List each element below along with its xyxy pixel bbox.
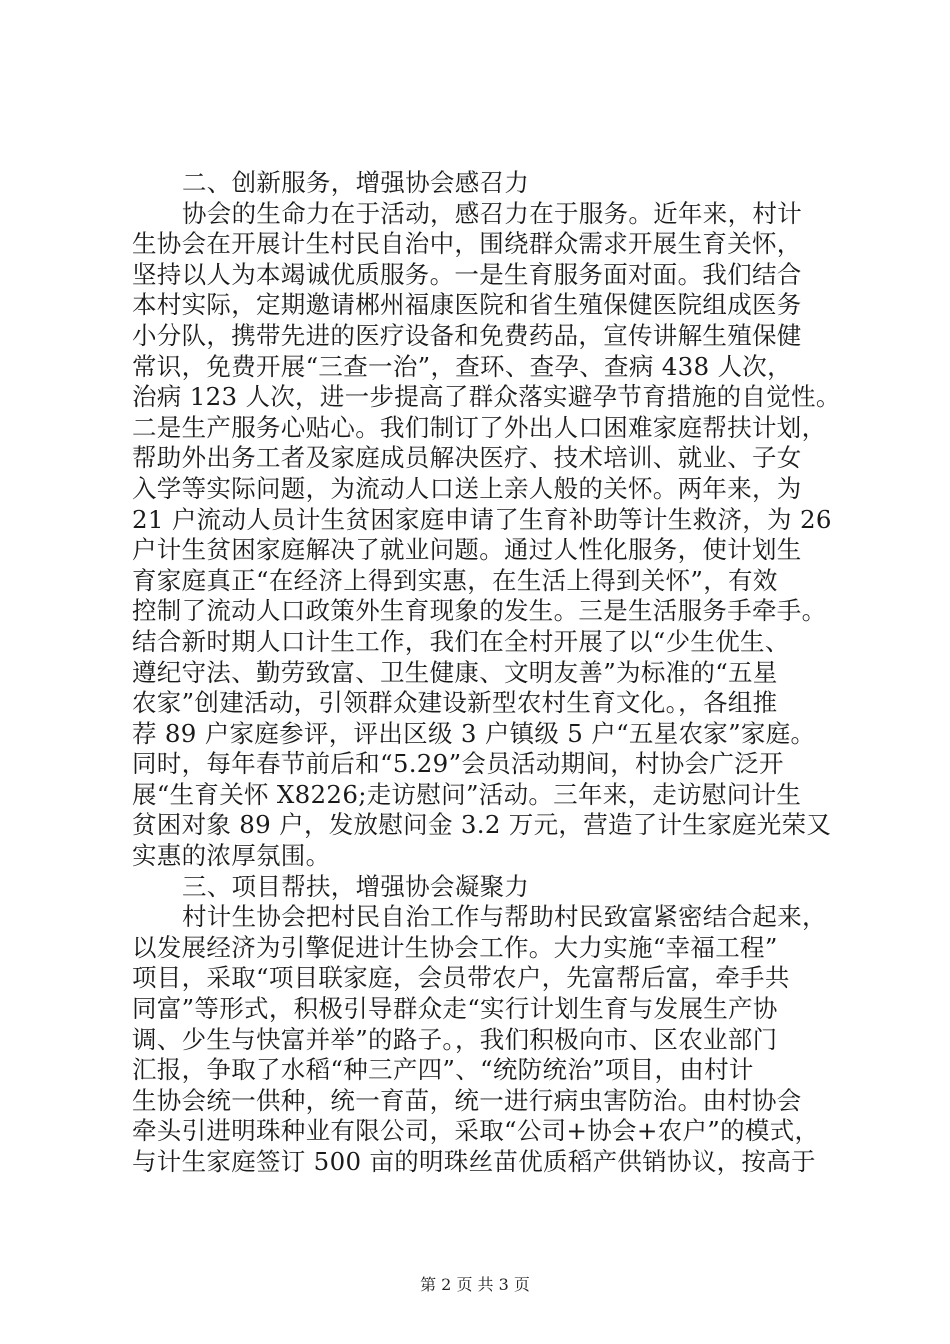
paragraph-line: 生协会在开展计生村民自治中，围绕群众需求开展生育关怀， xyxy=(132,229,802,259)
paragraph-line: 调、少生与快富并举”的路子。，我们积极向市、区农业部门 xyxy=(132,1024,778,1054)
paragraph-line: 二是生产服务心贴心。我们制订了外出人口困难家庭帮扶计划， xyxy=(132,412,827,442)
paragraph-line: 生协会统一供种，统一育苗，统一进行病虫害防治。由村协会 xyxy=(132,1085,802,1115)
paragraph-line: 汇报，争取了水稻“种三产四”、“统防统治”项目，由村计 xyxy=(132,1055,754,1085)
paragraph-line: 荐 89 户家庭参评，评出区级 3 户镇级 5 户“五星农家”家庭。 xyxy=(132,718,816,748)
paragraph-line: 遵纪守法、勤劳致富、卫生健康、文明友善”为标准的“五星 xyxy=(132,657,778,687)
paragraph-line: 21 户流动人员计生贫困家庭申请了生育补助等计生救济，为 26 xyxy=(132,504,832,534)
section-heading: 三、项目帮扶，增强协会凝聚力 xyxy=(182,871,530,901)
paragraph-line: 农家”创建活动，引领群众建设新型农村生育文化。，各组推 xyxy=(132,688,778,718)
paragraph-line: 协会的生命力在于活动，感召力在于服务。近年来，村计 xyxy=(182,198,802,228)
paragraph-line: 本村实际，定期邀请郴州福康医院和省生殖保健医院组成医务 xyxy=(132,290,802,320)
paragraph-line: 户计生贫困家庭解决了就业问题。通过人性化服务，使计划生 xyxy=(132,535,802,565)
paragraph-line: 控制了流动人口政策外生育现象的发生。三是生活服务手牵手。 xyxy=(132,596,827,626)
paragraph-line: 实惠的浓厚氛围。 xyxy=(132,841,331,871)
section-heading: 二、创新服务，增强协会感召力 xyxy=(182,168,530,197)
paragraph-line: 坚持以人为本竭诚优质服务。一是生育服务面对面。我们结合 xyxy=(132,259,802,289)
document-body xyxy=(132,168,841,1178)
paragraph-line: 贫困对象 89 户，发放慰问金 3.2 万元，营造了计生家庭光荣又 xyxy=(132,810,832,840)
paragraph-line: 育家庭真正“在经济上得到实惠，在生活上得到关怀”，有效 xyxy=(132,565,778,595)
page-number-footer: 第 2 页 共 3 页 xyxy=(420,1275,530,1294)
paragraph-line: 项目，采取“项目联家庭，会员带农户，先富帮后富，牵手共 xyxy=(132,963,790,993)
paragraph-line: 展“生育关怀 X8226;走访慰问”活动。三年来，走访慰问计生 xyxy=(132,779,802,809)
paragraph-line: 入学等实际问题，为流动人口送上亲人般的关怀。两年来，为 xyxy=(132,473,802,503)
paragraph-line: 结合新时期人口计生工作，我们在全村开展了以“少生优生、 xyxy=(132,626,790,656)
paragraph-line: 同时，每年春节前后和“5.29”会员活动期间，村协会广泛开 xyxy=(132,749,784,779)
paragraph-line: 小分队，携带先进的医疗设备和免费药品，宣传讲解生殖保健 xyxy=(132,320,802,350)
paragraph-line: 与计生家庭签订 500 亩的明珠丝苗优质稻产供销协议，按高于 xyxy=(132,1147,816,1176)
paragraph-line: 村计生协会把村民自治工作与帮助村民致富紧密结合起来， xyxy=(182,902,827,932)
paragraph-line: 治病 123 人次，进一步提高了群众落实避孕节育措施的自觉性。 xyxy=(132,382,841,412)
paragraph-line: 帮助外出务工者及家庭成员解决医疗、技术培训、就业、子女 xyxy=(132,443,802,473)
paragraph-line: 同富”等形式，积极引导群众走“实行计划生育与发展生产协 xyxy=(132,994,778,1024)
paragraph-line: 以发展经济为引擎促进计生协会工作。大力实施“幸福工程” xyxy=(132,932,778,962)
paragraph-line: 常识，免费开展“三查一治”，查环、查孕、查病 438 人次， xyxy=(132,351,792,381)
paragraph-line: 牵头引进明珠种业有限公司，采取“公司+协会+农户”的模式， xyxy=(132,1116,820,1146)
